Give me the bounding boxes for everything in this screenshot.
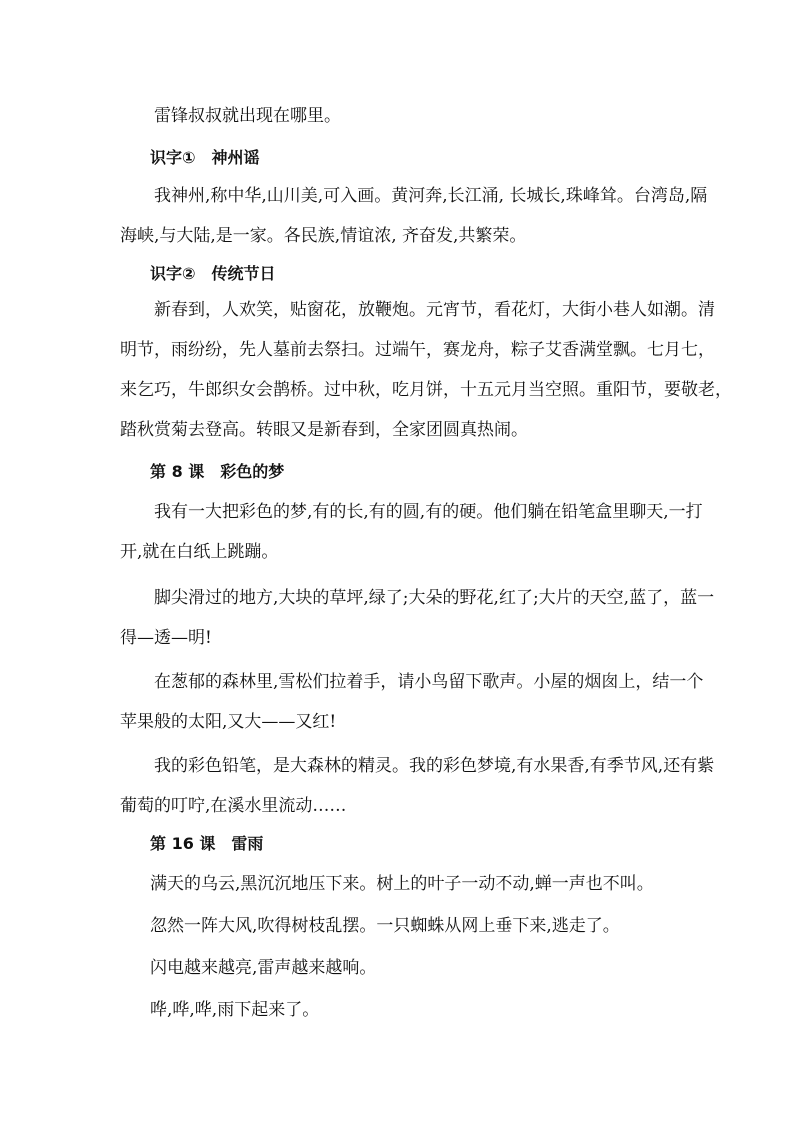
heading-lesson-8: 第 8 课 彩色的梦 (150, 462, 285, 481)
paragraph (120, 990, 680, 1030)
paragraph (120, 948, 680, 988)
text-line: 我神州,称中华,山川美,可入画。黄河奔,长江涌, 长城长,珠峰耸。台湾岛,隔 (154, 186, 708, 206)
text-line: 哗,哗,哗,雨下起来了。 (150, 1000, 320, 1020)
text-line: 葡萄的叮咛,在溪水里流动…… (120, 796, 347, 816)
text-line: 明节，雨纷纷，先人墓前去祭扫。过端午，赛龙舟，粽子艾香满堂飘。七月七， (120, 340, 715, 360)
paragraph (120, 492, 703, 572)
text-line: 开,就在白纸上跳蹦。 (120, 542, 279, 562)
text-line: 闪电越来越亮,雷声越来越响。 (150, 958, 377, 978)
text-line: 脚尖滑过的地方,大块的草坪,绿了;大朵的野花,红了;大片的天空,蓝了，蓝一 (154, 588, 715, 608)
section-heading (120, 832, 680, 856)
text-line: 得—透—明! (120, 628, 212, 648)
text-line: 新春到，人欢笑，贴窗花，放鞭炮。元宵节，看花灯，大街小巷人如潮。清 (154, 300, 715, 320)
paragraph (120, 290, 732, 450)
text-line: 苹果般的太阳,又大——又红! (120, 712, 337, 732)
text-line: 海峡,与大陆,是一家。各民族,情谊浓, 齐奋发,共繁荣。 (120, 226, 527, 246)
top-line-block (120, 96, 680, 136)
text-line: 在葱郁的森林里,雪松们拉着手，请小鸟留下歌声。小屋的烟囱上，结一个 (154, 672, 704, 692)
paragraph (120, 746, 715, 826)
text-line: 我的彩色铅笔，是大森林的精灵。我的彩色梦境,有水果香,有季节风,还有紫 (154, 756, 715, 776)
paragraph (120, 578, 715, 658)
paragraph (120, 662, 704, 742)
section-heading (120, 262, 680, 286)
text-line: 满天的乌云,黑沉沉地压下来。树上的叶子一动不动,蝉一声也不叫。 (150, 874, 654, 894)
paragraph (120, 864, 680, 904)
heading-lesson-16: 第 16 课 雷雨 (150, 834, 264, 853)
heading-shenzhouyao: 识字① 神州谣 (150, 148, 260, 167)
heading-traditional-festivals: 识字② 传统节日 (150, 264, 276, 283)
text-line: 忽然一阵大风,吹得树枝乱摆。一只蜘蛛从网上垂下来,逃走了。 (150, 916, 620, 936)
text-line: 来乞巧，牛郎织女会鹊桥。过中秋，吃月饼，十五元月当空照。重阳节，要敬老， (120, 380, 732, 400)
section-heading (120, 146, 680, 170)
section-heading (120, 460, 680, 484)
text-line: 我有一大把彩色的梦,有的长,有的圆,有的硬。他们躺在铅笔盒里聊天,一打 (154, 502, 703, 522)
text-line: 踏秋赏菊去登高。转眼又是新春到，全家团圆真热闹。 (120, 420, 528, 440)
paragraph (120, 906, 680, 946)
paragraph (120, 176, 708, 256)
text-line: 雷锋叔叔就出现在哪里。 (154, 106, 341, 126)
